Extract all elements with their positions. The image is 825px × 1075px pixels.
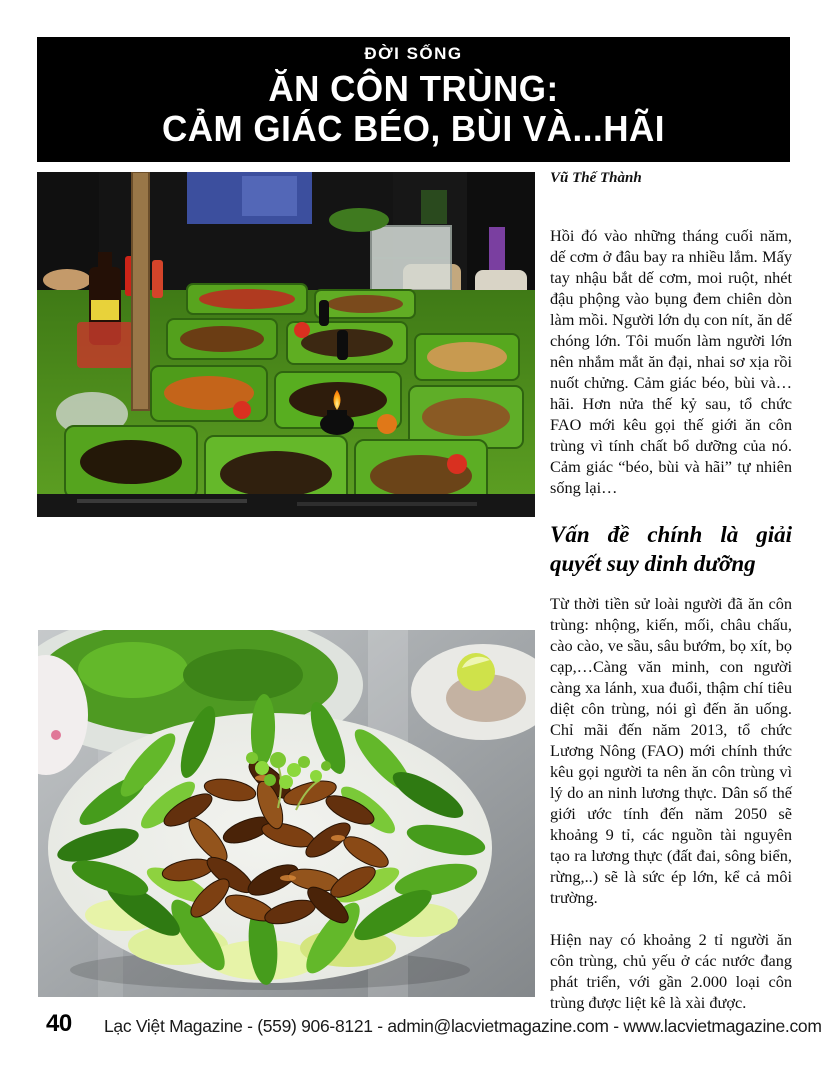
article-title-line2: CẢM GIÁC BÉO, BÙI VÀ...HÃI [161,109,666,150]
market-photo [37,172,535,517]
section-label: ĐỜI SỐNG [364,44,463,63]
body-paragraph-1: Hồi đó vào những tháng cuối năm, dế cơm ở đâu bay ra nhiều lắm. Mấy tay nhậu bắt dế cơm, moi ruột, nhét đậu phộng vào bụng đem chiên dòn làm mồi. Người lớn dụ con nít, ăn dế chóng lớn. Tôi muốn làm người lớn nên nhắm mắt ăn đại, nhai sơ xịa rồi nuốt chửng. Cảm giác béo, bùi và…hãi. Hơn nửa thế kỷ sau, tổ chức FAO mới kêu gọi thế giới ăn côn trùng vì tính chất bổ dưỡng của nó. Cảm giác “béo, bùi và hãi” tự nhiên sống lại… [550,226,792,497]
article-column [550,170,792,1013]
cricket-plate-photo [38,630,535,997]
footer-info: Lạc Việt Magazine - (559) 906-8121 - admin@lacvietmagazine.com - www.lacvietmagazine.com [104,1016,822,1036]
cricket-plate-illustration [38,630,535,997]
wood-pole [132,172,149,410]
header-band [37,37,790,162]
market-photo-illustration [37,172,535,517]
body-paragraph-2: Từ thời tiền sử loài người đã ăn côn trùng: nhộng, kiến, mối, châu chấu, cào cào, ve sầu, sâu bướm, bọ xít, bọ cạp,…Càng văn minh, con người càng xa lánh, xua đuổi, thậm chí tiêu diệt côn trùng, nói gì đến ăn uống. Chỉ mãi đến năm 2013, tổ chức Lương Nông (FAO) mới chính thức kêu gọi người ta nên ăn côn trùng vì lý do an ninh lương thực. Dân số thế giới ước tính đến năm 2050 sẽ khoảng 9 tỉ, các nguồn tài nguyên tạo ra lương thực (đất đai, sông biển, rừng,..) sẽ là sức ép lớn, kể cả môi trường. [550,594,792,907]
page-number: 40 [46,1010,72,1037]
subheading: Vấn đề chính là giải quyết suy dinh dưỡng [550,522,792,576]
body-paragraph-3: Hiện nay có khoảng 2 tỉ người ăn côn trùng, chủ yếu ở các nước đang phát triển, với gần 2.000 loại côn trùng được liệt kê là xài được. [550,930,792,1012]
author-name: Vũ Thế Thành [550,170,642,186]
article-title-line1: ĂN CÔN TRÙNG: [268,69,559,110]
